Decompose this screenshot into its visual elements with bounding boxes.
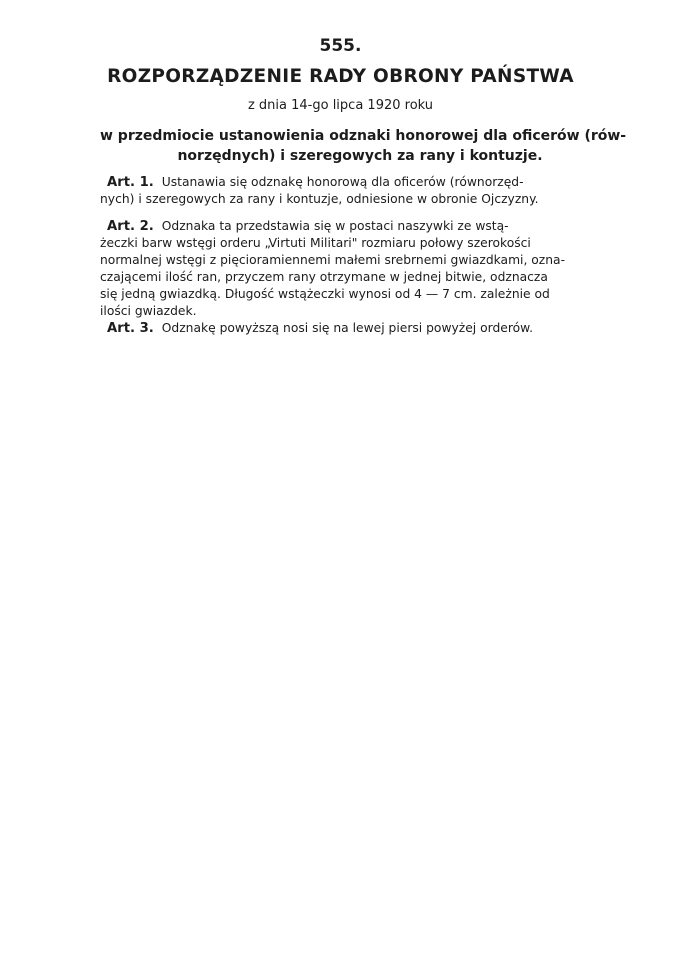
article-3 — [100, 320, 614, 337]
article-2-line-2: żeczki barw wstęgi orderu „Virtuti Militari" rozmiaru połowy szerokości — [100, 236, 531, 250]
article-1-label: Art. 1. — [107, 175, 154, 190]
article-2 — [100, 218, 614, 320]
article-2-line-1: Odznaka ta przedstawia się w postaci naszywki ze wstą- — [161, 219, 509, 233]
article-1 — [100, 174, 614, 208]
article-3-line-1: Odznakę powyższą nosi się na lewej piersi powyżej orderów. — [161, 321, 534, 335]
article-2-line-3: normalnej wstęgi z pięcioramiennemi małemi srebrnemi gwiazdkami, ozna- — [100, 253, 566, 267]
article-3-label: Art. 3. — [107, 321, 154, 336]
article-2-label: Art. 2. — [107, 219, 154, 234]
article-2-line-4: czającemi ilość ran, przyczem rany otrzymane w jednej bitwie, odznacza — [100, 270, 548, 284]
article-1-line-1: Ustanawia się odznakę honorową dla oficerów (równorzęd- — [161, 175, 524, 189]
document-date: z dnia 14-go lipca 1920 roku — [247, 98, 434, 113]
article-1-line-2: nych) i szeregowych za rany i kontuzje, odniesione w obronie Ojczyzny. — [100, 192, 539, 206]
document-title: ROZPORZĄDZENIE RADY OBRONY PAŃSTWA — [107, 66, 574, 87]
subject-line-2: norzędnych) i szeregowych za rany i kontuzje. — [177, 148, 543, 164]
subject-line-1: w przedmiocie ustanowienia odznaki honorowej dla oficerów (rów- — [100, 128, 627, 144]
document-subject — [100, 126, 627, 166]
article-2-line-6: ilości gwiazdek. — [100, 304, 197, 318]
article-2-line-5: się jedną gwiazdką. Długość wstążeczki wynosi od 4 — 7 cm. zależnie od — [100, 287, 550, 301]
document-number: 555. — [319, 36, 362, 56]
